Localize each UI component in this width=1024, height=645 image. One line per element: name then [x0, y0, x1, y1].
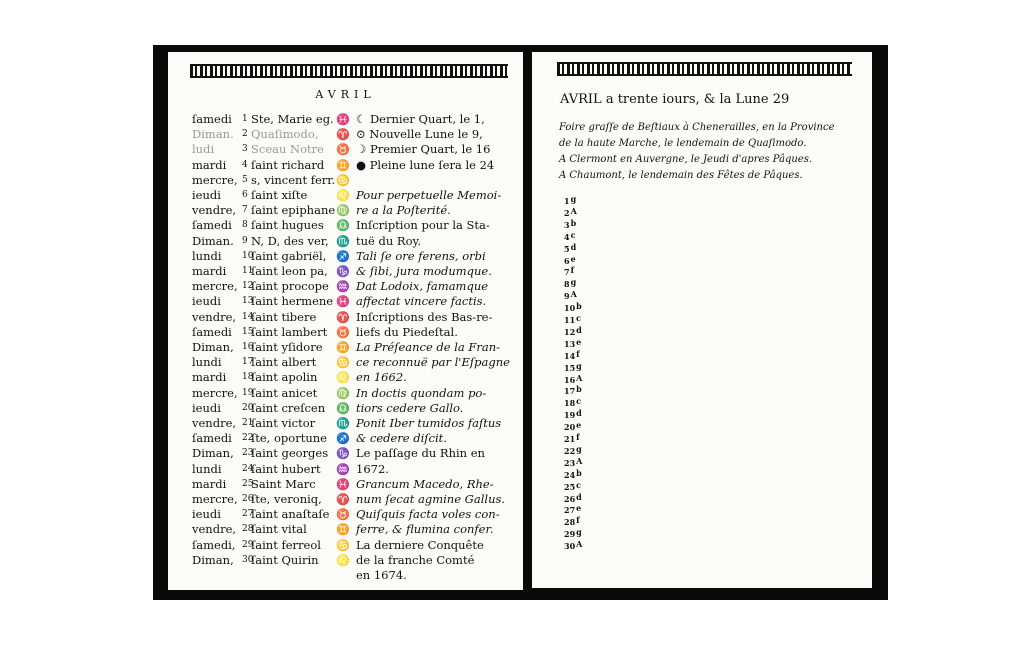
- almanac-note: La derniere Conquête: [356, 537, 484, 552]
- saint-name: ſaint gabriël,: [251, 248, 327, 263]
- zodiac-sign: ♈: [336, 310, 350, 324]
- almanac-note: Le paſſage du Rhin en: [356, 446, 485, 461]
- dominical-letter: A: [576, 539, 583, 550]
- day-number: 24: [564, 469, 576, 480]
- calendar-day: [564, 348, 580, 361]
- day-number: 13: [242, 296, 254, 307]
- calendar-day: [564, 205, 577, 218]
- day-number: 17: [242, 357, 254, 368]
- calendar-day: [564, 217, 577, 230]
- calendar-day: [564, 372, 583, 385]
- zodiac-sign: ♋: [336, 356, 350, 370]
- day-number: 25: [564, 481, 576, 492]
- saint-name: Sceau Notre: [251, 142, 324, 157]
- zodiac-sign: ♒: [336, 462, 350, 476]
- day-number: 29: [564, 529, 576, 540]
- dominical-letter: f: [576, 515, 580, 526]
- calendar-day: [564, 517, 580, 527]
- zodiac-sign: ♉: [336, 325, 350, 339]
- zodiac-sign: ♊: [336, 158, 350, 172]
- page-title: [560, 92, 789, 107]
- calendar-day: [564, 253, 576, 266]
- header-ornament: [190, 64, 508, 78]
- dominical-letter: c: [576, 396, 582, 407]
- zodiac-sign: ♎: [336, 401, 350, 415]
- title-text: AVRIL a trente iours, & la Lune: [560, 92, 769, 107]
- zodiac-sign: ♑: [336, 265, 350, 278]
- almanac-note: Inſcription pour la Sta-: [356, 218, 490, 233]
- zodiac-sign: ♈: [336, 493, 350, 506]
- dominical-letter: g: [570, 194, 577, 204]
- almanac-note: ferre, & flumina confer.: [356, 522, 494, 537]
- day-number: 27: [242, 509, 254, 520]
- saint-name: ſaint richard: [251, 157, 325, 172]
- saint-name: ſaint anicet: [251, 385, 318, 400]
- saint-name: ſaint albert: [251, 355, 317, 370]
- zodiac-sign: ♋: [336, 173, 350, 187]
- almanac-note: Quiſquis facta voles con-: [356, 507, 500, 522]
- almanac-note: Ponit Iber tumidos faſtus: [356, 416, 502, 430]
- weekday-label: mercre,: [192, 385, 238, 400]
- almanac-note: en 1662.: [356, 370, 407, 385]
- day-number: 18: [242, 372, 254, 383]
- weekday-label: ſamedi: [192, 218, 232, 233]
- calendar-day: [564, 303, 582, 313]
- day-number: 15: [564, 362, 576, 373]
- dominical-letter: b: [570, 217, 577, 228]
- day-number: 19: [564, 410, 576, 421]
- weekday-label: lundi: [192, 248, 222, 263]
- almanac-note: ☾ Dernier Quart, le 1,: [356, 112, 485, 126]
- day-number: 5: [564, 243, 570, 254]
- day-number: 28: [564, 517, 576, 528]
- almanac-note: affectat vincere factis.: [356, 294, 487, 309]
- almanac-note: ☽ Premier Quart, le 16: [356, 142, 491, 157]
- almanac-note: & cedere diſcit.: [356, 431, 447, 446]
- calendar-day: [564, 529, 582, 539]
- saint-name: ſaint vital: [251, 522, 307, 537]
- almanac-note: num ſecat agmine Gallus.: [356, 492, 506, 506]
- day-number: 30: [242, 554, 254, 565]
- calendar-day: [564, 324, 582, 337]
- dominical-letter: A: [570, 289, 577, 300]
- dominical-letter: b: [576, 301, 582, 312]
- calendar-day: [564, 398, 581, 408]
- dominical-letter: d: [570, 241, 577, 252]
- saint-name: Saint Marc: [251, 476, 316, 491]
- day-number: 29: [242, 539, 254, 550]
- day-number: 26: [242, 494, 254, 504]
- saint-name: ſaint lambert: [251, 324, 328, 339]
- day-number: 6: [242, 190, 248, 200]
- calendar-day: [564, 479, 582, 492]
- saint-name: ſaint epiphane: [251, 203, 336, 218]
- weekday-label: ludi: [192, 142, 215, 157]
- dominical-letter: e: [576, 503, 582, 514]
- weekday-label: mardi: [192, 264, 227, 278]
- day-number: 20: [242, 402, 254, 413]
- almanac-note: en 1674.: [356, 568, 407, 582]
- day-number: 8: [564, 279, 570, 290]
- calendar-day: [564, 291, 577, 301]
- dominical-letter: d: [576, 408, 582, 419]
- almanac-note: Tali ſe ore ferens, orbi: [356, 248, 486, 263]
- almanac-note: Pour perpetuelle Memoi-: [356, 188, 502, 202]
- zodiac-sign: ♓: [336, 477, 350, 491]
- zodiac-sign: ♊: [336, 523, 350, 537]
- dominical-letter: A: [576, 455, 583, 466]
- calendar-day: [564, 443, 582, 456]
- dominical-letter: g: [576, 360, 582, 371]
- day-number: 20: [564, 422, 576, 433]
- zodiac-sign: ♓: [336, 113, 350, 126]
- almanac-note: Grancum Macedo, Rhe-: [356, 476, 494, 491]
- weekday-label: ſamedi: [192, 431, 232, 446]
- weekday-label: Diman.: [192, 233, 234, 248]
- calendar-day: [564, 422, 581, 432]
- fair-line: A Clermont en Auvergne, le Jeudi d'apres Pâques.: [559, 154, 813, 165]
- day-number: 28: [242, 524, 254, 535]
- day-number: 5: [242, 174, 248, 185]
- weekday-label: ieudi: [192, 188, 221, 202]
- saint-name: ſaint procope: [251, 279, 329, 294]
- weekday-label: ſamedi: [192, 112, 232, 126]
- almanac-note: Inſcriptions des Bas-re-: [356, 309, 493, 324]
- weekday-label: Diman.: [192, 127, 234, 142]
- almanac-note: Dat Lodoix, famamque: [356, 279, 489, 294]
- zodiac-sign: ♉: [336, 143, 350, 157]
- dominical-letter: e: [570, 253, 576, 264]
- dominical-letter: f: [576, 348, 580, 359]
- saint-name: ſaint leon pa,: [251, 264, 328, 278]
- zodiac-sign: ♉: [336, 508, 350, 522]
- dominical-letter: c: [570, 229, 576, 240]
- weekday-label: Diman,: [192, 552, 234, 567]
- saint-name: ſaint hugues: [251, 218, 324, 233]
- almanac-note: ⊙ Nouvelle Lune le 9,: [356, 127, 483, 142]
- calendar-day: [564, 315, 581, 325]
- dominical-letter: g: [570, 277, 577, 288]
- zodiac-sign: ♍: [336, 386, 350, 400]
- day-number: 16: [242, 342, 254, 352]
- calendar-day: [564, 267, 574, 277]
- zodiac-sign: ♏: [336, 234, 350, 248]
- day-number: 2: [564, 207, 570, 218]
- calendar-day: [564, 455, 583, 468]
- day-number: 23: [564, 457, 576, 468]
- weekday-label: mardi: [192, 476, 227, 491]
- saint-name: s, vincent ferr.: [251, 172, 336, 187]
- calendar-day: [564, 410, 582, 420]
- day-number: 9: [242, 235, 248, 246]
- dominical-letter: A: [570, 205, 577, 216]
- day-number: 16: [564, 374, 576, 385]
- saint-name: ſaint tibere: [251, 309, 317, 324]
- weekday-label: ieudi: [192, 294, 221, 309]
- almanac-note: ce reconnuë par l'Eſpagne: [356, 355, 510, 370]
- zodiac-sign: ♏: [336, 417, 350, 430]
- weekday-label: Diman,: [192, 340, 234, 354]
- weekday-label: mercre,: [192, 172, 238, 187]
- day-number: 30: [564, 541, 576, 552]
- zodiac-sign: ♋: [336, 538, 350, 552]
- almanac-note: tiors cedere Gallo.: [356, 400, 464, 415]
- almanac-note: & ſibi, jura modumque.: [356, 264, 492, 278]
- fair-line: A Chaumont, le lendemain des Fêtes de Pâques.: [559, 170, 803, 181]
- day-number: 21: [242, 418, 254, 428]
- zodiac-sign: ♈: [336, 128, 350, 142]
- header-ornament: [557, 62, 852, 76]
- dominical-letter: f: [576, 432, 580, 442]
- day-number: 7: [242, 205, 248, 216]
- day-number: 10: [242, 250, 254, 261]
- zodiac-sign: ♐: [336, 249, 350, 263]
- zodiac-sign: ♍: [336, 204, 350, 218]
- calendar-day: [564, 241, 577, 254]
- dominical-letter: g: [576, 443, 582, 454]
- dominical-letter: A: [576, 372, 583, 383]
- saint-name: ſaint ferreol: [251, 537, 321, 552]
- calendar-day: [564, 360, 582, 373]
- weekday-label: vendre,: [192, 416, 237, 430]
- saint-name: N, D, des ver,: [251, 233, 329, 248]
- saint-name: ſaint georges: [251, 446, 329, 461]
- day-number: 12: [242, 281, 254, 292]
- zodiac-sign: ♑: [336, 447, 350, 461]
- month-header: AVRIL: [315, 88, 376, 101]
- day-number: 12: [564, 326, 576, 337]
- saint-name: ſaint victor: [251, 416, 316, 430]
- saint-name: ſte, veroniq,: [251, 492, 322, 506]
- day-number: 14: [564, 350, 576, 361]
- calendar-day: [564, 229, 576, 242]
- day-number: 6: [564, 255, 570, 266]
- dominical-letter: d: [576, 324, 582, 335]
- day-number: 21: [564, 434, 576, 444]
- calendar-day: [564, 434, 580, 444]
- day-number: 23: [242, 448, 254, 459]
- day-number: 11: [242, 266, 254, 276]
- weekday-label: mercre,: [192, 492, 238, 506]
- saint-name: ſaint Quirin: [251, 552, 319, 567]
- zodiac-sign: ♓: [336, 295, 350, 309]
- calendar-day: [564, 491, 582, 504]
- calendar-day: [564, 467, 582, 480]
- saint-name: ſaint yſidore: [251, 340, 323, 354]
- calendar-day: [564, 336, 582, 349]
- calendar-day: [564, 541, 582, 551]
- calendar-day: [564, 196, 576, 206]
- dominical-letter: b: [576, 467, 582, 478]
- day-number: 2: [242, 129, 248, 140]
- fair-line: Foire graſſe de Beſtiaux à Chenerailles, en la Province: [559, 122, 835, 133]
- dominical-letter: d: [576, 491, 582, 502]
- zodiac-sign: ♌: [336, 189, 350, 202]
- day-number: 25: [242, 478, 254, 489]
- almanac-note: 1672.: [356, 461, 389, 476]
- zodiac-sign: ♐: [336, 432, 350, 446]
- saint-name: Quaſimodo,: [251, 127, 319, 142]
- almanac-note: La Préſeance de la Fran-: [356, 340, 501, 354]
- weekday-label: ſamedi: [192, 324, 232, 339]
- fair-line: de la haute Marche, le lendemain de Quaſimodo.: [559, 138, 807, 149]
- dominical-letter: g: [576, 527, 582, 538]
- day-number: 24: [242, 463, 254, 474]
- weekday-label: ieudi: [192, 507, 221, 522]
- dominical-letter: e: [576, 336, 582, 347]
- right-page: [532, 52, 872, 588]
- weekday-label: vendre,: [192, 522, 237, 537]
- weekday-label: ieudi: [192, 400, 221, 415]
- day-number: 3: [564, 219, 570, 230]
- day-number: 19: [242, 387, 254, 398]
- day-number: 14: [242, 311, 254, 322]
- weekday-label: mercre,: [192, 279, 238, 294]
- dominical-letter: c: [576, 313, 582, 323]
- calendar-day: [564, 505, 581, 515]
- zodiac-sign: ♌: [336, 371, 350, 385]
- day-number: 8: [242, 220, 248, 231]
- weekday-label: lundi: [192, 461, 222, 476]
- saint-name: Ste, Marie eg.: [251, 112, 334, 126]
- saint-name: ſaint hubert: [251, 461, 321, 476]
- day-number: 27: [564, 505, 576, 516]
- day-number: 11: [564, 315, 576, 325]
- day-number: 18: [564, 398, 576, 409]
- zodiac-sign: ♊: [336, 341, 350, 354]
- almanac-note: In doctis quondam po-: [356, 385, 487, 400]
- zodiac-sign: ♎: [336, 219, 350, 233]
- weekday-label: mardi: [192, 370, 227, 385]
- saint-name: ſaint hermene: [251, 294, 334, 309]
- dominical-letter: e: [576, 420, 582, 431]
- saint-name: ſaint creſcen: [251, 400, 326, 415]
- zodiac-sign: ♒: [336, 280, 350, 294]
- day-number: 22: [564, 445, 576, 456]
- day-number: 17: [564, 386, 576, 397]
- zodiac-sign: ♌: [336, 553, 350, 567]
- calendar-day: [564, 279, 576, 289]
- almanac-note: re a la Poſterité.: [356, 203, 451, 218]
- almanac-note: ● Pleine lune ſera le 24: [356, 157, 495, 172]
- saint-name: ſaint anaſtaſe: [251, 507, 330, 522]
- weekday-label: Diman,: [192, 446, 234, 461]
- almanac-note: tuë du Roy.: [356, 233, 422, 248]
- dominical-letter: b: [576, 384, 582, 395]
- day-number: 4: [242, 159, 248, 170]
- weekday-label: ſamedi,: [192, 537, 236, 552]
- day-number: 3: [242, 144, 248, 155]
- day-number: 13: [564, 338, 576, 349]
- left-page: [168, 52, 523, 590]
- weekday-label: mardi: [192, 157, 227, 172]
- almanac-note: liefs du Piedeſtal.: [356, 324, 458, 339]
- day-number: 15: [242, 326, 254, 337]
- saint-name: ſaint xiſte: [251, 188, 308, 202]
- weekday-label: lundi: [192, 355, 222, 370]
- saint-name: ſaint apolin: [251, 370, 318, 385]
- day-number: 1: [564, 196, 570, 206]
- dominical-letter: f: [570, 265, 575, 276]
- day-number: 10: [564, 303, 576, 314]
- weekday-label: vendre,: [192, 309, 237, 324]
- day-number: 7: [564, 267, 570, 278]
- day-number: 22: [242, 433, 254, 444]
- title-moon-days: 29: [772, 92, 790, 107]
- saint-name: ſte, oportune: [251, 431, 327, 446]
- day-number: 4: [564, 231, 570, 242]
- almanac-note: de la franche Comté: [356, 552, 475, 567]
- calendar-day: [564, 386, 582, 396]
- day-number: 9: [564, 291, 570, 302]
- weekday-label: vendre,: [192, 203, 237, 218]
- day-number: 26: [564, 493, 576, 504]
- dominical-letter: c: [576, 479, 582, 490]
- day-number: 1: [242, 114, 248, 124]
